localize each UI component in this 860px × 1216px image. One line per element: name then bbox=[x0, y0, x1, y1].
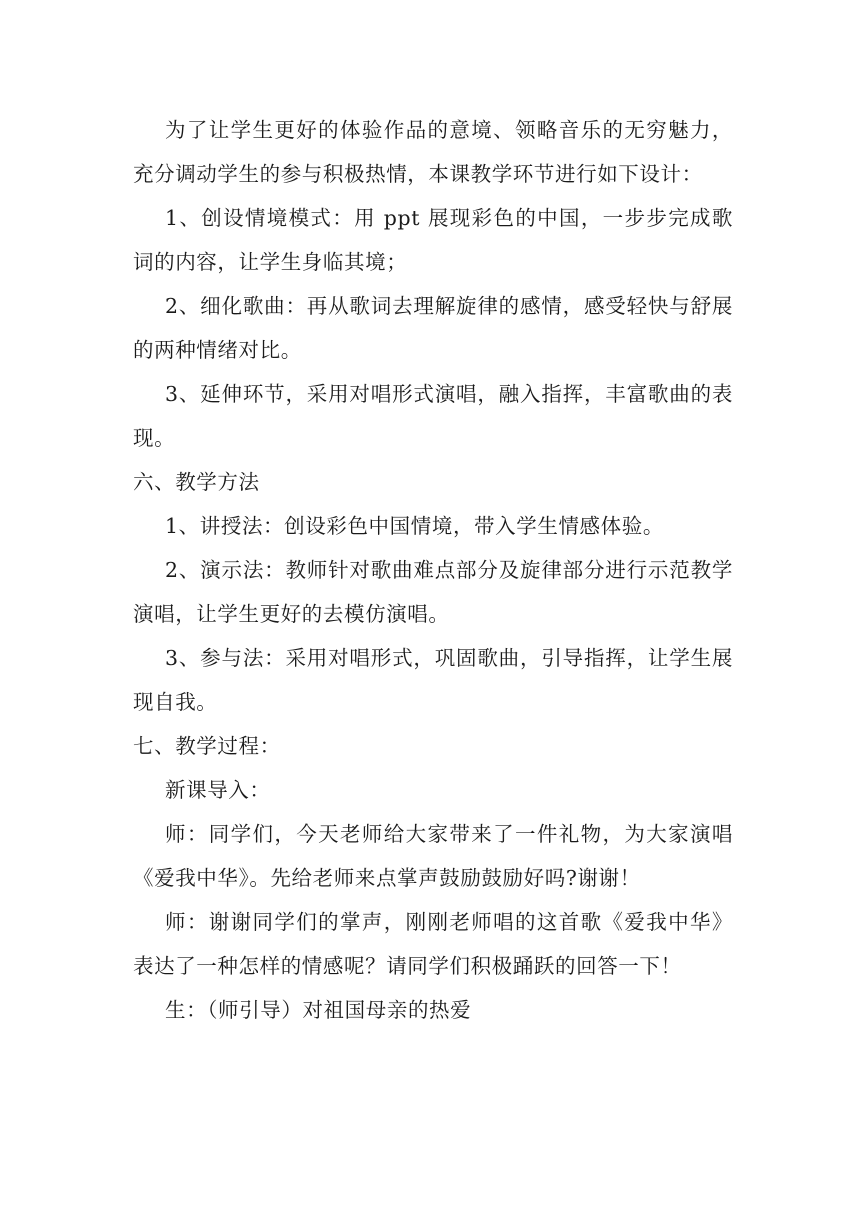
paragraph-design-item-2: 2、细化歌曲：再从歌词去理解旋律的感情，感受轻快与舒展的两种情绪对比。 bbox=[133, 294, 733, 362]
paragraph-design-item-1: 1、创设情境模式：用 ppt 展现彩色的中国，一步步完成歌词的内容，让学生身临其境； bbox=[133, 206, 733, 274]
paragraph-method-2: 2、演示法：教师针对歌曲难点部分及旋律部分进行示范教学演唱，让学生更好的去模仿演唱。 bbox=[133, 558, 733, 626]
paragraph-design-item-3: 3、延伸环节，采用对唱形式演唱，融入指挥，丰富歌曲的表现。 bbox=[133, 382, 733, 450]
section-heading-methods: 六、教学方法 bbox=[133, 470, 260, 494]
paragraph-intro: 为了让学生更好的体验作品的意境、领略音乐的无穷魅力，充分调动学生的参与积极热情，本课教学环节进行如下设计： bbox=[133, 118, 733, 186]
paragraph-method-1: 1、讲授法：创设彩色中国情境，带入学生情感体验。 bbox=[165, 514, 664, 538]
document-body bbox=[133, 108, 733, 1032]
paragraph-teacher-line-2: 师：谢谢同学们的掌声，刚刚老师唱的这首歌《爱我中华》表达了一种怎样的情感呢？请同学们积极踊跃的回答一下！ bbox=[133, 910, 733, 978]
paragraph-intro-label: 新课导入： bbox=[165, 778, 271, 802]
section-heading-process: 七、教学过程： bbox=[133, 734, 281, 758]
paragraph-method-3: 3、参与法：采用对唱形式，巩固歌曲，引导指挥，让学生展现自我。 bbox=[133, 646, 733, 714]
paragraph-student-line: 生：（师引导）对祖国母亲的热爱 bbox=[165, 998, 472, 1022]
paragraph-teacher-line-1: 师：同学们，今天老师给大家带来了一件礼物，为大家演唱《爱我中华》。先给老师来点掌声鼓励鼓励好吗?谢谢！ bbox=[133, 822, 733, 890]
